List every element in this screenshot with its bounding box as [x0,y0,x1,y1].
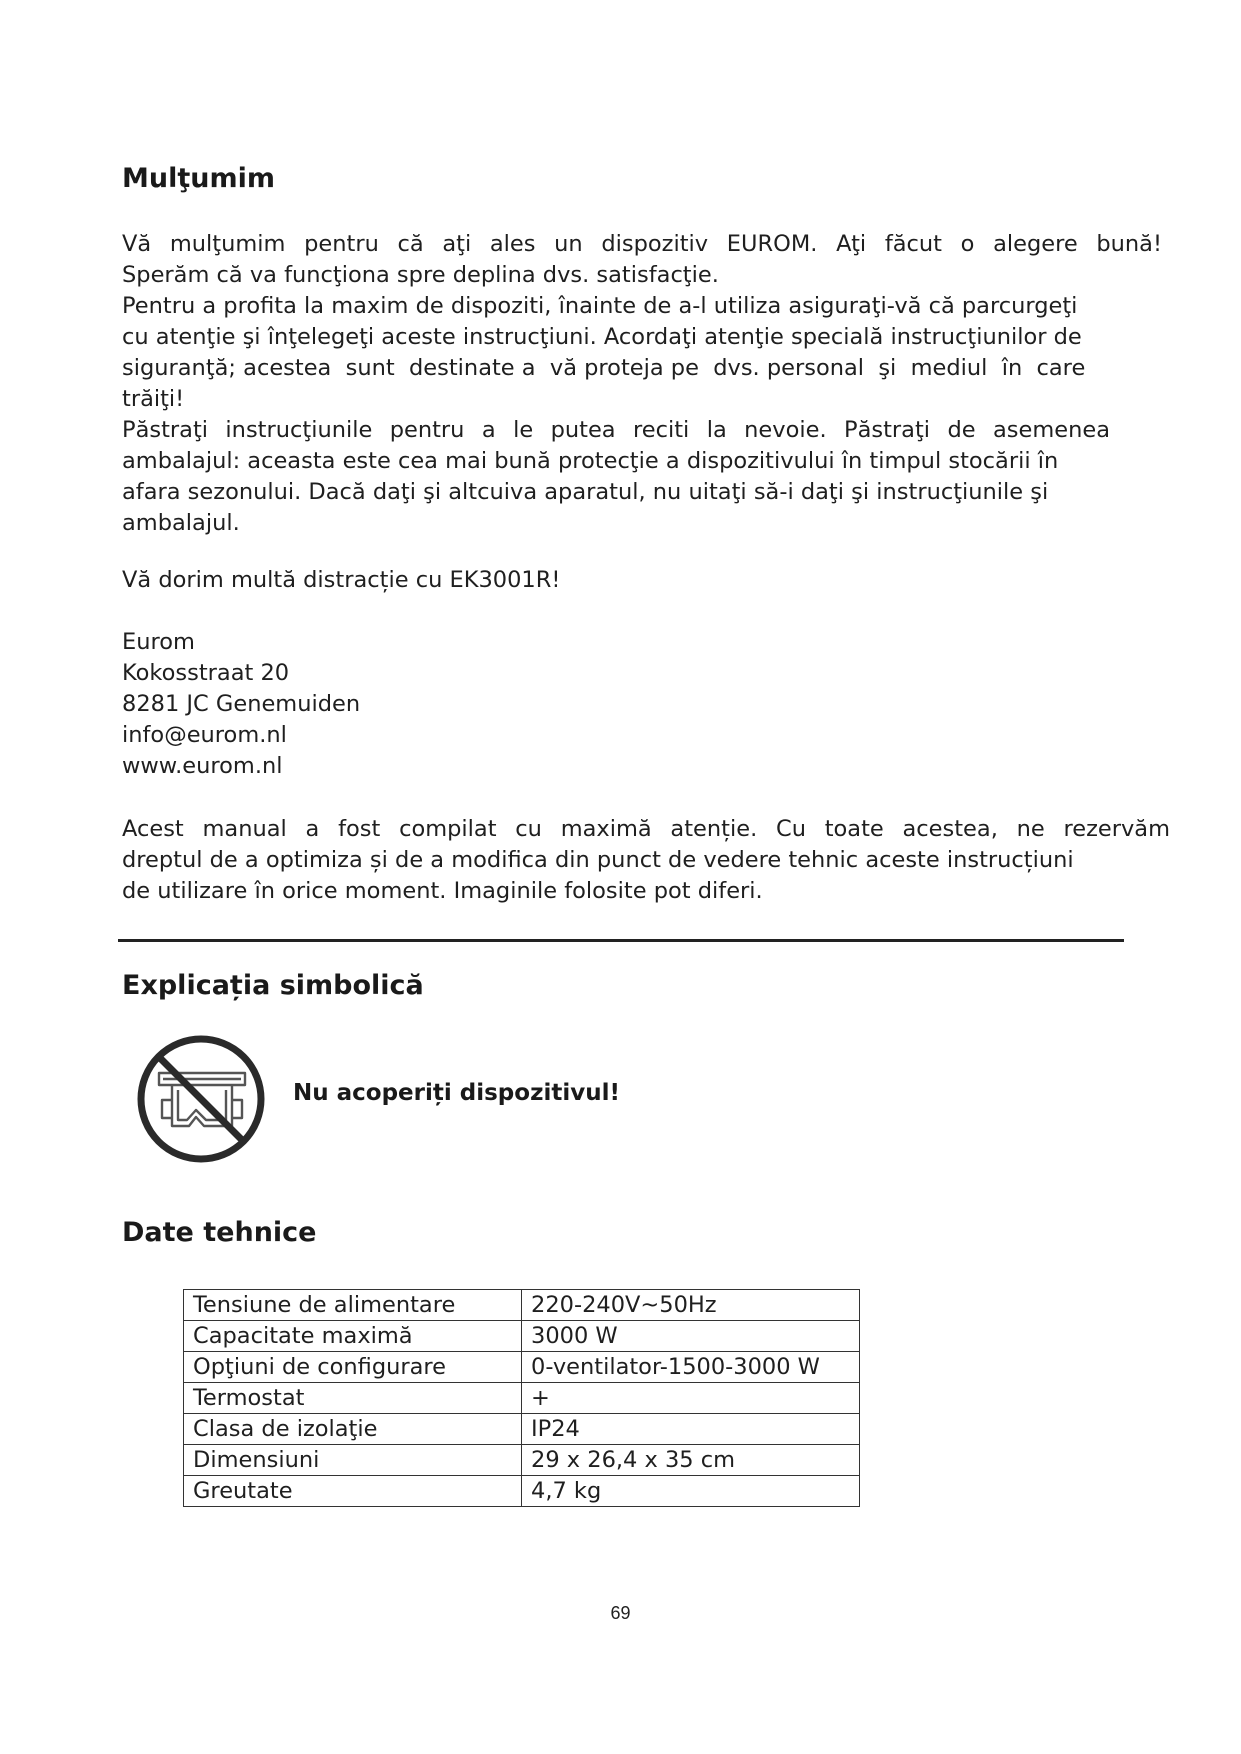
intro-line: Păstraţi instrucţiunile pentru a le putea reciti la nevoie. Păstraţi de asemenea [122,417,1110,443]
section-title-thanks: Mulţumim [122,163,275,194]
spec-label: Greutate [184,1476,522,1507]
spec-value: 3000 W [522,1321,860,1352]
spec-label: Clasa de izolaţie [184,1414,522,1445]
spec-value: IP24 [522,1414,860,1445]
specs-row [184,1352,860,1383]
disclaimer-line: de utilizare în orice moment. Imaginile folosite pot diferi. [122,878,763,904]
specs-row [184,1290,860,1321]
company-street: Kokosstraat 20 [122,660,290,686]
intro-line: cu atenţie şi înţelegeţi aceste instrucţiuni. Acordaţi atenţie specială instrucţiunilor de [122,324,1082,350]
disclaimer-line: dreptul de a optimiza și de a modifica din punct de vedere tehnic aceste instrucțiuni [122,847,1074,873]
spec-value: 220-240V~50Hz [522,1290,860,1321]
intro-line: siguranţă; acestea sunt destinate a vă proteja pe dvs. personal şi mediul în care [122,355,1086,381]
company-address [122,627,360,782]
disclaimer-paragraph [122,814,1170,907]
spec-label: Capacitate maximă [184,1321,522,1352]
spec-value: + [522,1383,860,1414]
company-email: info@eurom.nl [122,722,287,748]
intro-line: Vă mulţumim pentru că aţi ales un dispozitiv EUROM. Aţi făcut o alegere bună! [122,231,1162,257]
specs-row [184,1414,860,1445]
specs-table [183,1289,860,1507]
specs-table-body [184,1290,860,1507]
section-title-symbols: Explicația simbolică [122,970,424,1001]
disclaimer-line: Acest manual a fost compilat cu maximă atenție. Cu toate acestea, ne rezervăm [122,816,1170,842]
company-name: Eurom [122,629,195,655]
intro-line: trăiţi! [122,386,185,412]
company-city: 8281 JC Genemuiden [122,691,361,717]
specs-row [184,1445,860,1476]
spec-label: Dimensiuni [184,1445,522,1476]
specs-row [184,1383,860,1414]
specs-row [184,1476,860,1507]
spec-label: Opţiuni de configurare [184,1352,522,1383]
spec-label: Termostat [184,1383,522,1414]
symbol-label-do-not-cover: Nu acoperiți dispozitivul! [293,1080,620,1106]
specs-row [184,1321,860,1352]
do-not-cover-icon [132,1030,270,1168]
wish-line: Vă dorim multă distracție cu EK3001R! [122,567,561,593]
intro-line: ambalajul. [122,510,240,536]
intro-line: afara sezonului. Dacă daţi şi altcuiva aparatul, nu uitaţi să-i daţi şi instrucţiunile şi [122,479,1049,505]
spec-label: Tensiune de alimentare [184,1290,522,1321]
company-website: www.eurom.nl [122,753,283,779]
section-title-specs: Date tehnice [122,1217,317,1248]
page-number: 69 [610,1603,631,1623]
spec-value: 0-ventilator-1500-3000 W [522,1352,860,1383]
intro-line: Sperăm că va funcţiona spre deplina dvs. satisfacţie. [122,262,719,288]
spec-value: 29 x 26,4 x 35 cm [522,1445,860,1476]
intro-line: Pentru a profita la maxim de dispoziti, înainte de a-l utiliza asiguraţi-vă că parcurgeţi [122,293,1078,319]
spec-value: 4,7 kg [522,1476,860,1507]
section-divider [118,939,1124,942]
intro-line: ambalajul: aceasta este cea mai bună protecţie a dispozitivului în timpul stocării în [122,448,1059,474]
intro-paragraph [122,229,1162,539]
